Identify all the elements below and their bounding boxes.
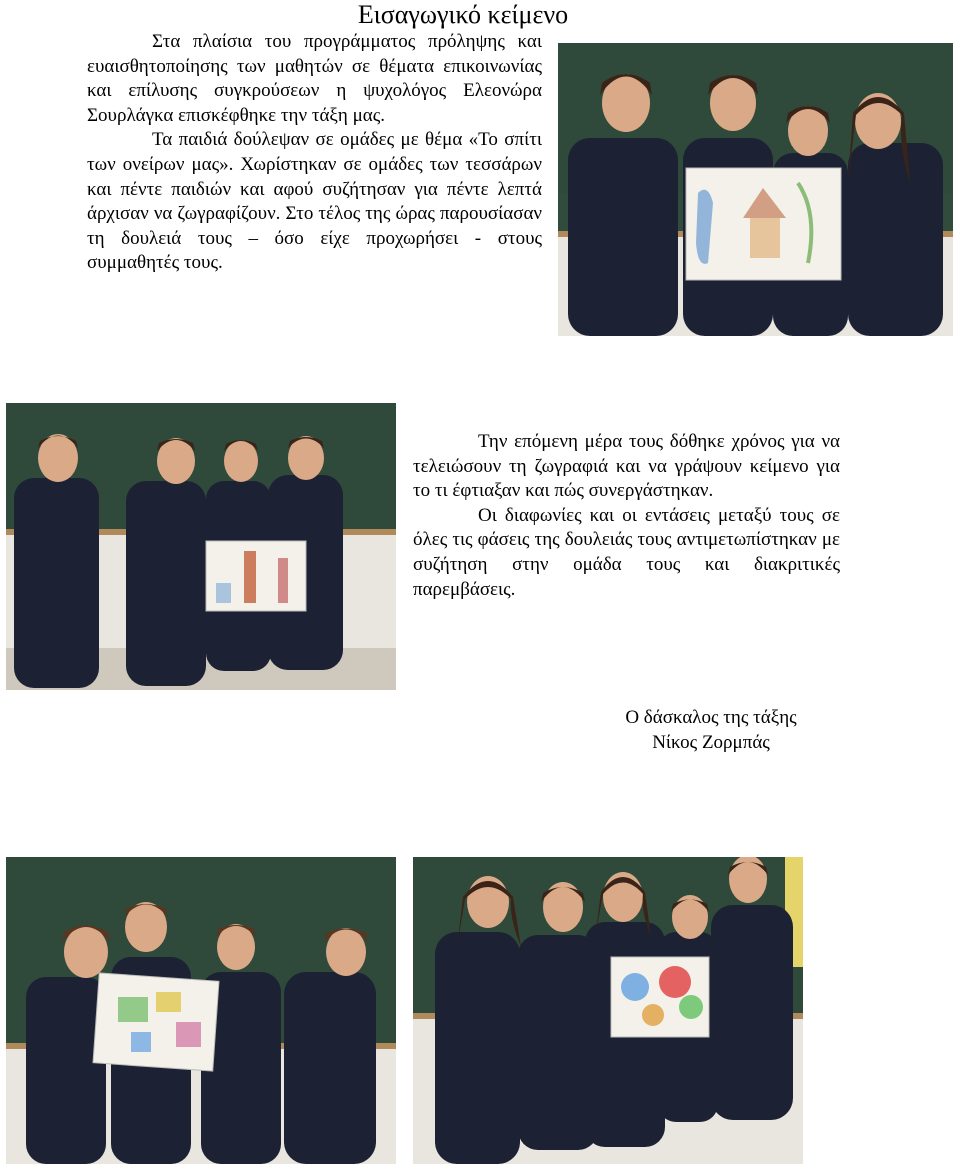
intro-paragraph-1: Στα πλαίσια του προγράμματος πρόληψης και ευαισθητοποίησης των μαθητών σε θέματα επικοινωνίας και επίλυσης συγκρούσεων η ψυχολόγος Ελεονώρα Σουρλάγκα επισκέφθηκε την τάξη μας.	[87, 31, 542, 126]
page-title: Εισαγωγικό κείμενο	[357, 0, 569, 29]
followup-text	[413, 430, 840, 602]
photo-boys-drawing	[6, 857, 396, 1164]
signature-name: Νίκος Ζορμπάς	[652, 732, 770, 753]
followup-paragraph-1: Την επόμενη μέρα τους δόθηκε χρόνος για να τελειώσουν τη ζωγραφιά και να γράψουν κείμενο για το τι έφτιαξαν και πώς συνεργάστηκαν.	[413, 431, 840, 502]
intro-text	[87, 30, 542, 276]
signature-role: Ο δάσκαλος της τάξης	[625, 707, 797, 728]
photo-girls-group	[558, 43, 953, 336]
photo-girls-drawing	[413, 857, 803, 1164]
signature	[600, 705, 822, 755]
photo-boys-group	[6, 403, 396, 690]
followup-paragraph-2: Οι διαφωνίες και οι εντάσεις μεταξύ τους σε όλες τις φάσεις της δουλειάς τους αντιμετωπίστηκαν με συζήτηση στην ομάδα τους και διακριτικές παρεμβάσεις.	[413, 504, 840, 600]
intro-paragraph-2: Τα παιδιά δούλεψαν σε ομάδες με θέμα «Το σπίτι των ονείρων μας». Χωρίστηκαν σε ομάδες των τεσσάρων και πέντε παιδιών και αφού συζήτησαν για πέντε λεπτά άρχισαν να ζωγραφίζουν. Στο τέλος της ώρας παρουσίασαν τη δουλειά τους – όσο είχε προχωρήσει - στους συμμαθητές τους.	[87, 129, 542, 274]
